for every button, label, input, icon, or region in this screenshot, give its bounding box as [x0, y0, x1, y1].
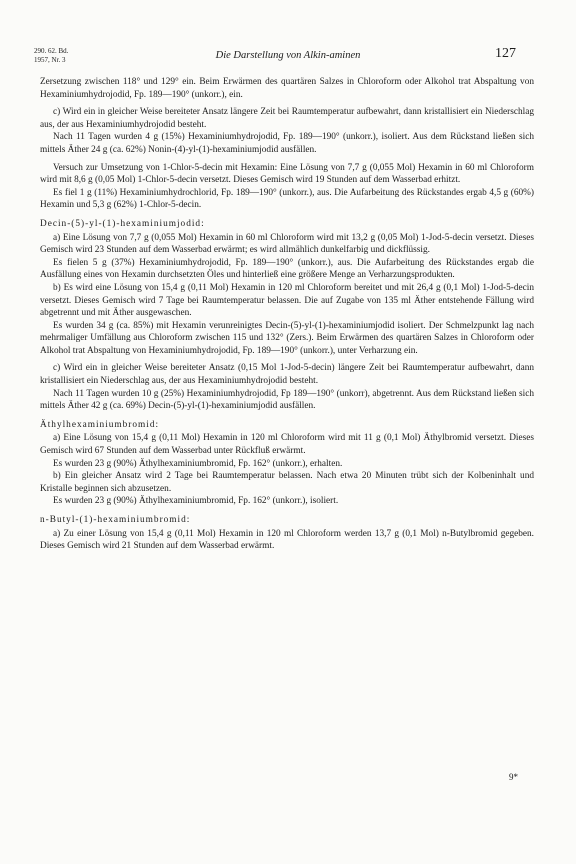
running-title: Die Darstellung von Alkin-aminen	[215, 50, 361, 61]
section-heading: n-Butyl-(1)-hexaminiumbromid:	[40, 515, 191, 525]
paragraph: Es wurden 23 g (90%) Äthylhexaminiumbromid, Fp. 162° (unkorr.), erhalten.	[53, 458, 343, 469]
page-header	[0, 44, 576, 70]
paragraph: Es fiel 1 g (11%) Hexaminiumhydrochlorid, Fp. 189—190° (unkorr.), aus. Die Aufarbeitung des Rückstandes ergab 4,5 g (60%) Hexamin und 5,3 g (62%) 1-Chlor-5-decin.	[40, 187, 534, 211]
paragraph: Nach 11 Tagen wurden 10 g (25%) Hexaminiumhydrojodid, Fp 189—190° (unkorr), abgetrennt. Aus dem Rückstand ließen sich mittels Äther 42 g (ca. 69%) Decin-(5)-yl-(1)-hexaminiumjodid ausfällen.	[40, 388, 534, 412]
paragraph: Zersetzung zwischen 118° und 129° ein. Beim Erwärmen des quartären Salzes in Chloroform oder Alkohol trat Abspaltung von Hexaminiumhydrojodid, Fp. 189—190° (unkorr.), ein.	[40, 77, 534, 100]
paragraph: c) Wird ein in gleicher Weise bereiteter Ansatz längere Zeit bei Raumtemperatur aufbewahrt, dann kristallisiert ein Niederschlag aus, der aus Hexaminiumhydrojodid besteht.	[40, 107, 534, 130]
journal-year-issue: 1957, Nr. 3	[34, 55, 66, 64]
section-heading: Decin-(5)-yl-(1)-hexaminiumjodid:	[40, 218, 205, 229]
paragraph: c) Wird ein in gleicher Weise bereiteter Ansatz (0,15 Mol 1-Jod-5-decin) längere Zeit bei Raumtemperatur aufbewahrt, dann kristallisiert ein Niederschlag aus, der aus Hexaminiumhydrojodid besteht.	[40, 363, 534, 387]
signature-mark: 9*	[509, 772, 518, 782]
paragraph: Es fielen 5 g (37%) Hexaminiumhydrojodid, Fp. 189—190° (unkorr.), aus. Die Aufarbeitung des Rückstandes ergab die Ausfällung eines von Hexamin durchsetzten Öles und hinterließ eine größere Menge an Verharzungsprodukten.	[40, 257, 534, 281]
paragraph: a) Zu einer Lösung von 15,4 g (0,11 Mol) Hexamin in 120 ml Chloroform werden 13,7 g (0,1 Mol) n-Butylbromid gegeben. Dieses Gemisch wird 21 Stunden auf dem Wasserbad erwärmt.	[40, 528, 534, 552]
paragraph: Es wurden 23 g (90%) Äthylhexaminiumbromid, Fp. 162° (unkorr.), isoliert.	[53, 496, 339, 507]
paragraph: b) Es wird eine Lösung von 15,4 g (0,11 Mol) Hexamin in 120 ml Chloroform bereitet und mit 26,4 g (0,1 Mol) 1-Jod-5-decin versetzt. Dieses Gemisch wird 7 Tage bei Raumtemperatur belassen. Die auf Zugabe von 135 ml Äther entstehende Fällung wird abgetrennt und mit Äther ausgewaschen.	[40, 282, 534, 319]
journal-volume: 290. 62. Bd.	[34, 47, 69, 55]
page-number: 127	[495, 46, 516, 61]
paragraph: a) Eine Lösung von 15,4 g (0,11 Mol) Hexamin in 120 ml Chloroform wird mit 11 g (0,1 Mol) Äthylbromid versetzt. Dieses Gemisch wird 67 Stunden auf dem Wasserbad unter Rückfluß erwärmt.	[40, 433, 534, 457]
paragraph: a) Eine Lösung von 7,7 g (0,055 Mol) Hexamin in 60 ml Chloroform wird mit 13,2 g (0,05 Mol) 1-Jod-5-decin versetzt. Dieses Gemisch wird 23 Stunden auf dem Wasserbad erwärmt; es wird allmählich dunkelfarbig und dickflüssig.	[40, 232, 534, 256]
section-heading: Äthylhexaminiumbromid:	[40, 419, 160, 430]
article-body	[40, 76, 534, 553]
paragraph: Es wurden 34 g (ca. 85%) mit Hexamin verunreinigtes Decin-(5)-yl-(1)-hexaminiumjodid isoliert. Der Schmelzpunkt lag nach mehrmaliger Umfällung aus Chloroform zwischen 115 und 132° (Zers.). Beim Erwärmen des quartären Salzes in Chloroform oder Alkohol trat Abspaltung von Hexaminiumhydrojodid, Fp. 189—190° (unkorr.), unter Verharzung ein.	[40, 320, 534, 356]
paragraph: b) Ein gleicher Ansatz wird 2 Tage bei Raumtemperatur belassen. Nach etwa 20 Minuten trübt sich der Kolbeninhalt und Kristalle beginnen sich abzusetzen.	[40, 471, 534, 494]
paragraph: Nach 11 Tagen wurden 4 g (15%) Hexaminiumhydrojodid, Fp. 189—190° (unkorr.), isoliert. Aus dem Rückstand ließen sich mittels Äther 24 g (ca. 62%) Nonin-(4)-yl-(1)-hexaminiumjodid ausfällen.	[40, 132, 534, 155]
paragraph: Versuch zur Umsetzung von 1-Chlor-5-decin mit Hexamin: Eine Lösung von 7,7 g (0,055 Mol) Hexamin in 60 ml Chloroform wird mit 8,6 g (0,05 Mol) 1-Chlor-5-decin versetzt. Dieses Gemisch wird 19 Stunden auf dem Wasserbad erhitzt.	[40, 162, 534, 186]
